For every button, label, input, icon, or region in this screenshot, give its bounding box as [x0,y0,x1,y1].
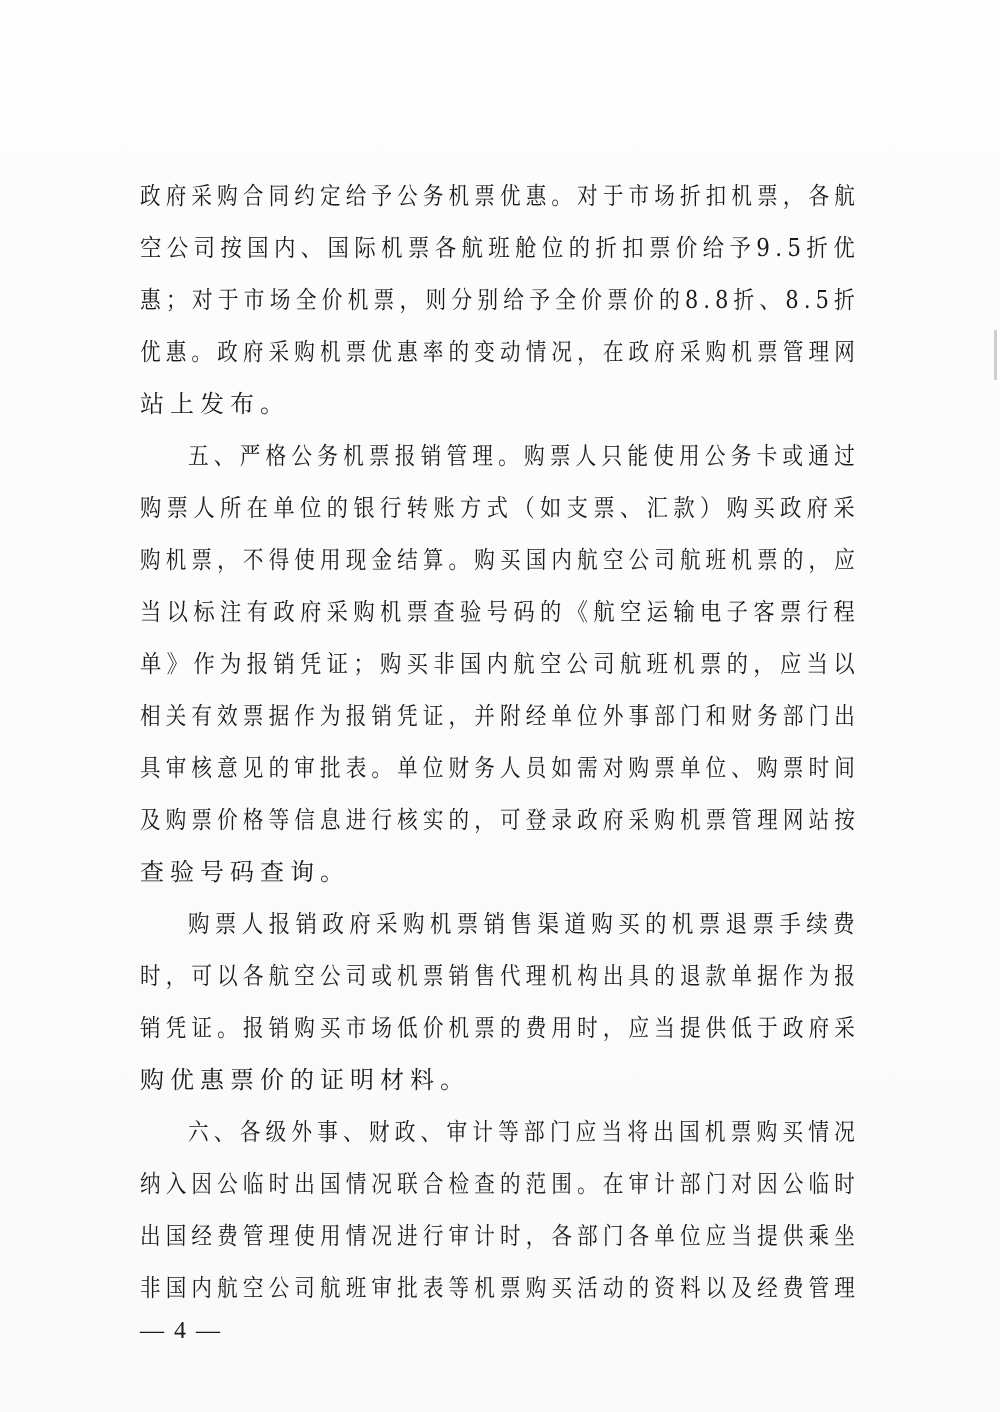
text-line: 出国经费管理使用情况进行审计时，各部门各单位应当提供乘坐 [140,1222,860,1250]
text-line: 销凭证。报销购买市场低价机票的费用时，应当提供低于政府采 [140,1014,860,1042]
text-line: 纳入因公临时出国情况联合检查的范围。在审计部门对因公临时 [140,1170,860,1198]
text-line: 单》作为报销凭证；购买非国内航空公司航班机票的，应当以 [140,650,861,678]
text-line: 时，可以各航空公司或机票销售代理机构出具的退款单据作为报 [140,962,860,990]
text-line: 查验号码查询。 [140,858,350,886]
text-line: 惠；对于市场全价机票，则分别给予全价票价的8.8折、8.5折 [140,286,860,314]
paragraph-start-line: 五、严格公务机票报销管理。购票人只能使用公务卡或通过 [188,442,860,470]
page-number: — 4 — [140,1318,222,1344]
text-line: 政府采购合同约定给予公务机票优惠。对于市场折扣机票，各航 [140,182,860,210]
text-line: 优惠。政府采购机票优惠率的变动情况，在政府采购机票管理网 [140,338,860,366]
text-line: 非国内航空公司航班审批表等机票购买活动的资料以及经费管理 [140,1274,860,1302]
text-line: 相关有效票据作为报销凭证，并附经单位外事部门和财务部门出 [140,702,860,730]
paragraph-start-line: 购票人报销政府采购机票销售渠道购买的机票退票手续费 [188,910,860,938]
text-line: 购机票，不得使用现金结算。购买国内航空公司航班机票的，应 [140,546,860,574]
text-line: 及购票价格等信息进行核实的，可登录政府采购机票管理网站按 [140,806,860,834]
text-line: 空公司按国内、国际机票各航班舱位的折扣票价给予9.5折优 [140,234,860,262]
text-line: 购优惠票价的证明材料。 [140,1066,470,1094]
text-line: 购票人所在单位的银行转账方式（如支票、汇款）购买政府采 [140,494,861,522]
text-line: 具审核意见的审批表。单位财务人员如需对购票单位、购票时间 [140,754,860,782]
text-line: 当以标注有政府采购机票查验号码的《航空运输电子客票行程 [140,598,861,626]
text-line: 站上发布。 [140,390,290,418]
paragraph-start-line: 六、各级外事、财政、审计等部门应当将出国机票购买情况 [188,1118,860,1146]
